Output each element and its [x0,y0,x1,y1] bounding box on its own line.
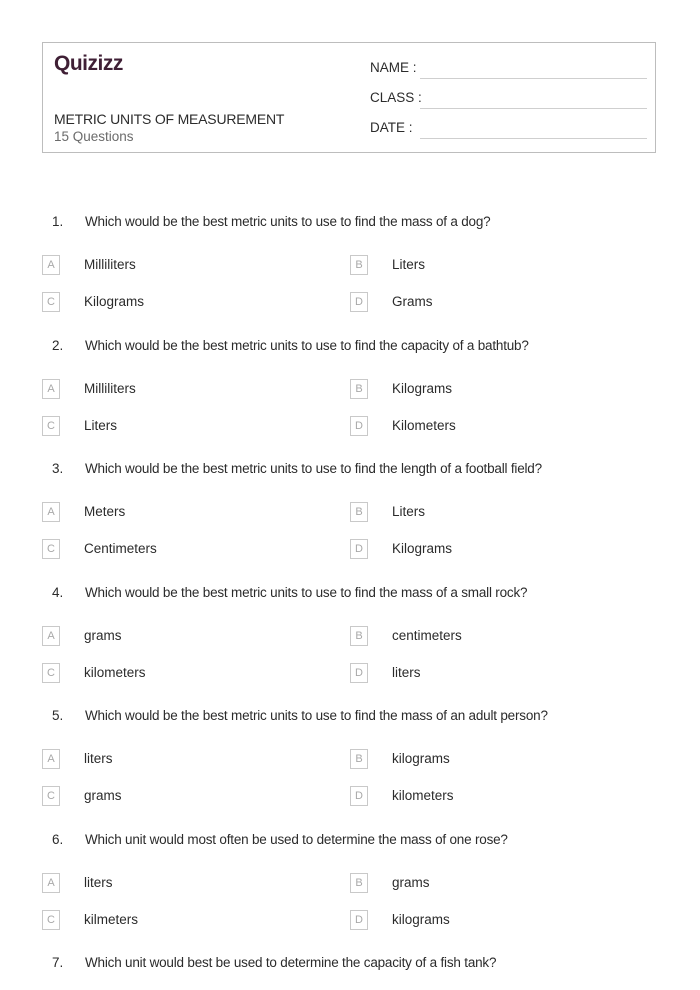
option-text: liters [392,665,421,680]
worksheet-header [42,42,656,153]
option-text: Liters [84,418,118,433]
class-line [420,108,647,109]
question-number: 6. [52,832,64,847]
option-letter-box: A [42,873,60,893]
option-text: kilometers [392,788,454,803]
option-text: Kilograms [392,541,453,556]
option-letter-box: B [350,873,368,893]
date-line [420,138,647,139]
question-text: Which would be the best metric units to use to find the mass of a dog? [85,214,491,229]
option-text: Milliliters [84,381,136,396]
date-field[interactable] [370,120,647,140]
option-text: kilograms [392,751,450,766]
option-letter-box: B [350,255,368,275]
option-letter-box: B [350,626,368,646]
question-number: 7. [52,955,64,970]
question-text: Which would be the best metric units to use to find the mass of an adult person? [85,708,548,723]
question-count: 15 Questions [54,129,134,144]
option-letter-box: D [350,910,368,930]
option-text: Kilometers [392,418,456,433]
option-text: Liters [392,504,426,519]
option-letter-box: A [42,379,60,399]
option-text: kilometers [84,665,146,680]
option-letter-box: A [42,502,60,522]
option-letter-box: C [42,539,60,559]
option-text: Kilograms [84,294,145,309]
option-letter-box: D [350,539,368,559]
question-number: 2. [52,338,64,353]
option-letter-box: A [42,749,60,769]
option-letter-box: A [42,255,60,275]
option-text: Kilograms [392,381,453,396]
option-letter-box: C [42,416,60,436]
class-field[interactable] [370,90,647,110]
option-text: liters [84,875,113,890]
question-text: Which unit would best be used to determine the capacity of a fish tank? [85,955,497,970]
option-letter-box: C [42,663,60,683]
name-line [420,78,647,79]
question-text: Which unit would most often be used to determine the mass of one rose? [85,832,508,847]
option-text: Meters [84,504,126,519]
option-letter-box: D [350,416,368,436]
option-text: Centimeters [84,541,157,556]
option-text: Milliliters [84,257,136,272]
option-letter-box: D [350,786,368,806]
option-text: Grams [392,294,433,309]
option-letter-box: B [350,749,368,769]
worksheet-title: METRIC UNITS OF MEASUREMENT [54,111,285,127]
option-letter-box: C [42,292,60,312]
quizizz-logo: Quizizz [54,52,123,75]
option-letter-box: D [350,663,368,683]
option-letter-box: D [350,292,368,312]
name-label: NAME : [370,60,417,75]
question-text: Which would be the best metric units to use to find the capacity of a bathtub? [85,338,529,353]
question-number: 3. [52,461,64,476]
date-label: DATE : [370,120,413,135]
option-text: grams [84,628,122,643]
question-number: 5. [52,708,64,723]
option-letter-box: B [350,379,368,399]
question-text: Which would be the best metric units to use to find the length of a football field? [85,461,542,476]
option-letter-box: C [42,910,60,930]
question-number: 4. [52,585,64,600]
option-text: grams [392,875,430,890]
option-text: Liters [392,257,426,272]
option-letter-box: B [350,502,368,522]
option-letter-box: A [42,626,60,646]
question-number: 1. [52,214,64,229]
class-label: CLASS : [370,90,422,105]
option-text: liters [84,751,113,766]
name-field[interactable] [370,60,647,80]
option-text: grams [84,788,122,803]
option-text: kilograms [392,912,450,927]
option-letter-box: C [42,786,60,806]
option-text: kilmeters [84,912,139,927]
question-text: Which would be the best metric units to use to find the mass of a small rock? [85,585,528,600]
option-text: centimeters [392,628,462,643]
